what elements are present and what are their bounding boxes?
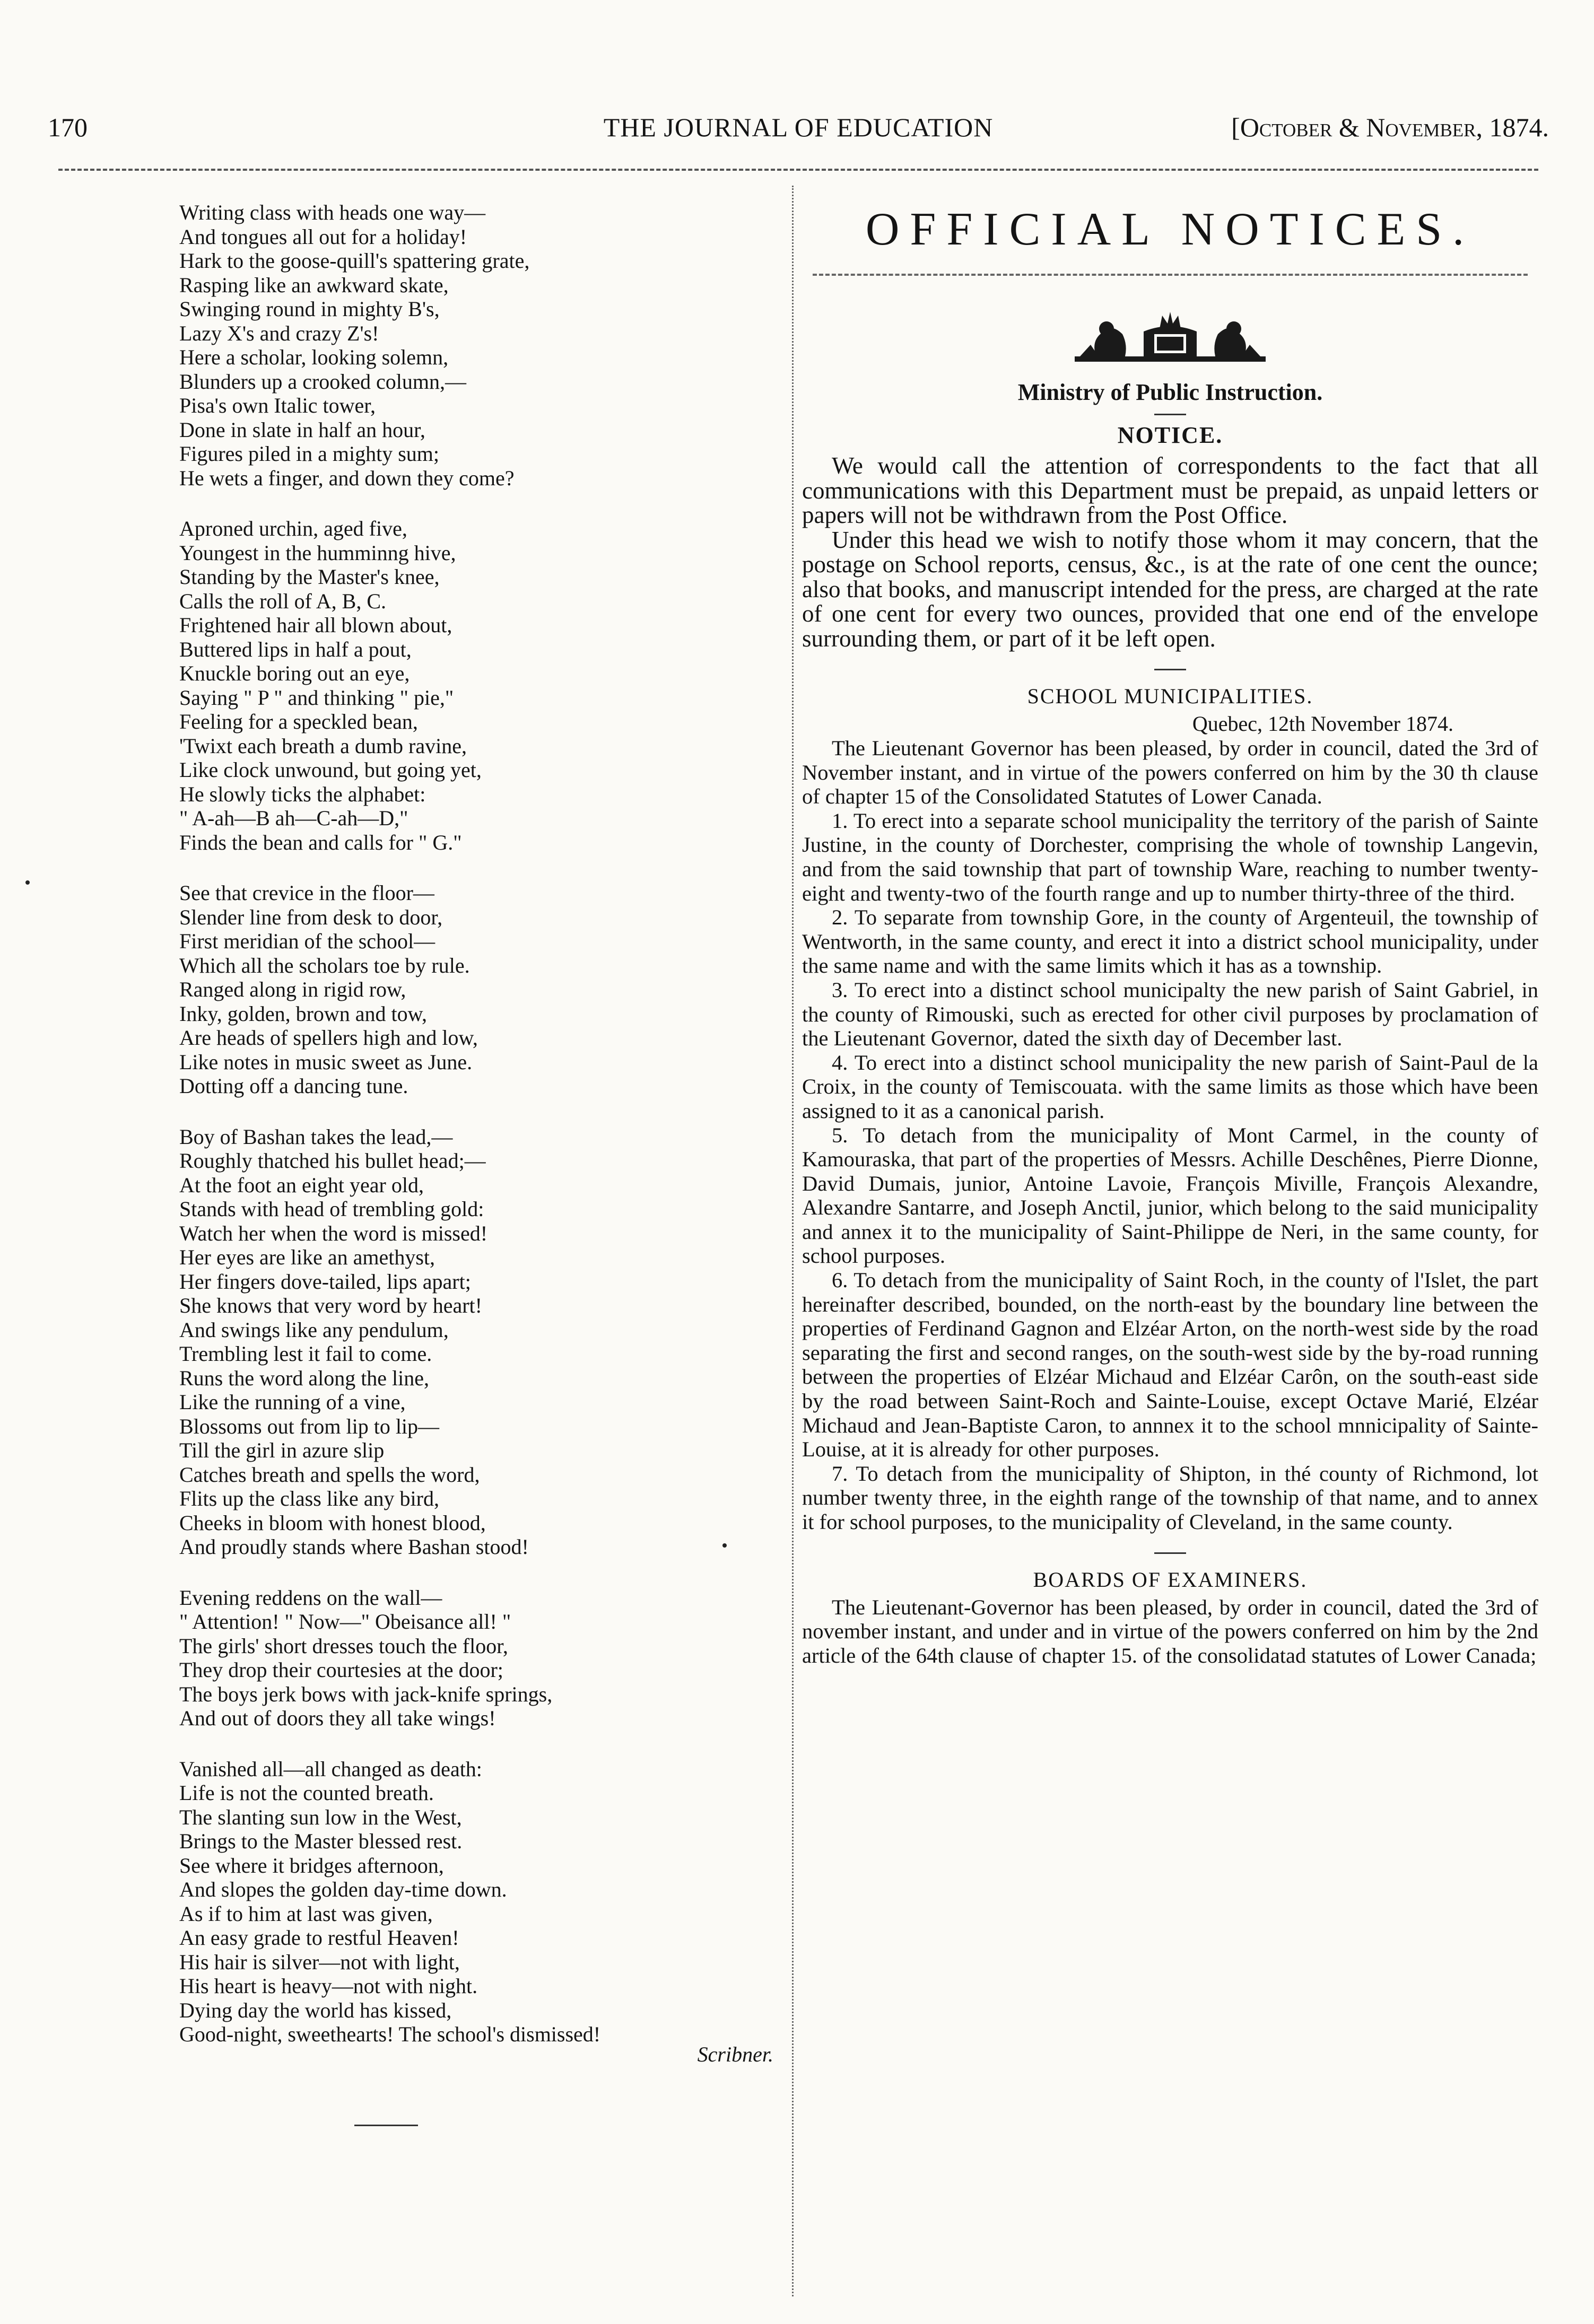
notice-heading: NOTICE. xyxy=(1117,422,1223,448)
municipality-paragraph: 4. To erect into a distinct school municipality the new parish of Saint-Paul de la Croix, in the county of Temiscouata. with the same limits as those which have been assigned to it as a canonical parish. xyxy=(802,1050,1538,1123)
municipality-paragraph: 6. To detach from the municipality of Saint Roch, in the county of l'Islet, the part hereinafter described, bounded, on the north-east by the boundary line between the properties of Ferdinand Gagnon and Elzéar Arton, on the north-west side by the road separating the first and second ranges, on the south-west side by the by-road running between the properties of Elzéar Michaud and Elzéar Carôn, on the south-east side by the road between Saint-Roch and Sainte-Louise, except Octave Marié, Elzéar Michaud and Jean-Baptiste Caron, to annnex it to the school mnnicipality of Sainte-Louise, at it is already for other purposes. xyxy=(802,1268,1538,1462)
poem-line: And out of doors they all take wings! xyxy=(179,1706,496,1730)
poem-line: An easy grade to restful Heaven! xyxy=(179,1926,459,1950)
poem-line: " A-ah—B ah—C-ah—D," xyxy=(179,806,408,830)
poem-line: Her eyes are like an amethyst, xyxy=(179,1245,435,1269)
poem-stanza xyxy=(179,1125,773,1559)
poem-line: Buttered lips in half a pout, xyxy=(179,637,412,661)
poem-line: Watch her when the word is missed! xyxy=(179,1221,488,1245)
poem-line: Like notes in music sweet as June. xyxy=(179,1050,473,1074)
poem-line: And tongues all out for a holiday! xyxy=(179,224,467,249)
column-divider xyxy=(792,186,794,2296)
poem-line: Brings to the Master blessed rest. xyxy=(179,1829,463,1853)
poem-line: As if to him at last was given, xyxy=(179,1901,433,1926)
dateline: Quebec, 12th November 1874. xyxy=(1192,712,1453,736)
poem-line: Slender line from desk to door, xyxy=(179,905,443,929)
poem-line: See where it bridges afternoon, xyxy=(179,1853,444,1877)
municipality-paragraph: 5. To detach from the municipality of Mont Carmel, in the county of Kamouraska, that part of the properties of Messrs. Achille Deschênes, Pierre Dionne, David Dumais, junior, Antoine Lavoie, François Miville, François Alexandre, Alexandre Santarre, and Joseph Anctil, junior, which belong to the said municipality and annex it to the municipality of Saint-Philippe de Neri, in the same county, for school purposes. xyxy=(802,1123,1538,1268)
journal-title: THE JOURNAL OF EDUCATION xyxy=(603,112,994,142)
print-speck xyxy=(25,880,30,885)
poem-line: His hair is silver—not with light, xyxy=(179,1950,460,1974)
poem-line: Boy of Bashan takes the lead,— xyxy=(179,1124,453,1149)
poem-stanza xyxy=(179,1757,773,2047)
poem-column xyxy=(179,200,773,2126)
poem-line: Vanished all—all changed as death: xyxy=(179,1757,482,1781)
poem-line: " Attention! " Now—" Obeisance all! " xyxy=(179,1610,511,1633)
poem-line: Evening reddens on the wall— xyxy=(179,1585,442,1610)
poem-line: Flits up the class like any bird, xyxy=(179,1487,439,1510)
municipality-paragraph: 3. To erect into a distinct school municipalty the new parish of Saint Gabriel, in the county of Rimouski, such as erected for other civil purposes by proclamation of the Lieutenant Governor, dated the sixth day of December last. xyxy=(802,977,1538,1051)
poem-line: Are heads of spellers high and low, xyxy=(179,1026,478,1050)
poem-line: Catches breath and spells the word, xyxy=(179,1462,480,1487)
poem-line: Frightened hair all blown about, xyxy=(179,613,452,637)
poem-stanza xyxy=(179,517,773,854)
poem-line: Good-night, sweethearts! The school's dismissed! xyxy=(179,2022,601,2046)
poem-line: His heart is heavy—not with night. xyxy=(179,1974,478,1998)
small-rule xyxy=(1154,414,1186,415)
official-notices-column xyxy=(802,200,1538,1667)
poem-line: See that crevice in the floor— xyxy=(179,881,434,905)
page-header xyxy=(48,106,1549,148)
section-rule xyxy=(1154,669,1186,670)
poem-line: He slowly ticks the alphabet: xyxy=(179,782,426,806)
poem-line: Aproned urchin, aged five, xyxy=(179,517,407,540)
poem-line: Stands with head of trembling gold: xyxy=(179,1197,484,1221)
poem-line: Dotting off a dancing tune. xyxy=(179,1074,408,1098)
poem-line: Figures piled in a mighty sum; xyxy=(179,442,439,466)
poem-line: Life is not the counted breath. xyxy=(179,1781,434,1805)
municipality-paragraph: The Lieutenant Governor has been pleased, by order in council, dated the 3rd of November instant, and in virtue of the powers conferred on him by the 30 th clause of chapter 15 of the Consolidated Statutes of Lower Canada. xyxy=(802,736,1538,809)
poem-line: And slopes the golden day-time down. xyxy=(179,1877,507,1901)
poem-line: Standing by the Master's knee, xyxy=(179,565,440,589)
poem-line: The girls' short dresses touch the floor, xyxy=(179,1633,508,1658)
poem-line: Here a scholar, looking solemn, xyxy=(179,345,449,369)
poem-line: Ranged along in rigid row, xyxy=(179,977,406,1001)
poem-line: Cheeks in bloom with honest blood, xyxy=(179,1510,486,1535)
poem-line: Like the running of a vine, xyxy=(179,1390,406,1414)
poem-stanza xyxy=(179,1586,773,1731)
header-rule xyxy=(58,169,1538,171)
poem-line: He wets a finger, and down they come? xyxy=(179,466,515,490)
poem-stanza xyxy=(179,200,773,490)
poem-line: Dying day the world has kissed, xyxy=(179,1998,452,2022)
poem-stanza xyxy=(179,881,773,1098)
poem-line: Lazy X's and crazy Z's! xyxy=(179,321,379,345)
poem-line: Rasping like an awkward skate, xyxy=(179,273,449,297)
notice-paragraph: Under this head we wish to notify those whom it may concern, that the postage on School reports, census, &c., is at the rate of one cent the ounce; also that books, and manuscript intended for the press, are charged at the rate of one cent for every two ounces, provided that one end of the envelope surrounding them, or part of it be left open. xyxy=(802,526,1538,652)
page-number: 170 xyxy=(48,112,88,142)
royal-coat-of-arms-icon xyxy=(1075,308,1266,366)
poem-line: At the foot an eight year old, xyxy=(179,1173,424,1197)
section-rule xyxy=(1154,1552,1186,1554)
poem-line: Knuckle boring out an eye, xyxy=(179,661,410,685)
poem-line: The boys jerk bows with jack-knife springs, xyxy=(179,1682,553,1706)
poem-line: Done in slate in half an hour, xyxy=(179,417,425,442)
poem-line: She knows that very word by heart! xyxy=(179,1294,482,1317)
poem-attribution: Scribner. xyxy=(697,2042,773,2066)
poem-line: First meridian of the school— xyxy=(179,929,435,953)
poem-line: Calls the roll of A, B, C. xyxy=(179,589,386,613)
poem-line: Like clock unwound, but going yet, xyxy=(179,758,482,782)
municipality-paragraph: 2. To separate from township Gore, in the county of Argenteuil, the township of Wentworth, in the same county, and erect it into a district school municipality, under the same name and with the same limits which it has as a township. xyxy=(802,905,1538,978)
poem-line: And proudly stands where Bashan stood! xyxy=(179,1535,529,1559)
poem-line: Finds the bean and calls for " G." xyxy=(179,830,462,854)
poem-line: The slanting sun low in the West, xyxy=(179,1805,462,1829)
notice-paragraph: We would call the attention of correspondents to the fact that all communications with this Department must be prepaid, as unpaid letters or papers will not be withdrawn from the Post Office. xyxy=(802,452,1538,528)
poem-line: 'Twixt each breath a dumb ravine, xyxy=(179,733,467,758)
poem-end-rule xyxy=(354,2125,418,2126)
poem-line: They drop their courtesies at the door; xyxy=(179,1658,503,1682)
examiners-paragraph: The Lieutenant-Governor has been pleased, by order in council, dated the 3rd of november instant, and under and in virtue of the powers conferred on him by the 2nd article of the 64th clause of chapter 15. of the consolidatad statutes of Lower Canada; xyxy=(802,1595,1538,1667)
poem-line: And swings like any pendulum, xyxy=(179,1317,449,1342)
poem-line: Till the girl in azure slip xyxy=(179,1438,385,1462)
school-municipalities-heading: SCHOOL MUNICIPALITIES. xyxy=(1027,684,1313,708)
poem-line: Inky, golden, brown and tow, xyxy=(179,1001,427,1026)
poem-line: Trembling lest it fail to come. xyxy=(179,1342,432,1366)
poem-line: Which all the scholars toe by rule. xyxy=(179,953,470,977)
poem-line: Feeling for a speckled bean, xyxy=(179,710,418,733)
poem-line: Blossoms out from lip to lip— xyxy=(179,1414,440,1438)
poem-line: Swinging round in mighty B's, xyxy=(179,297,440,321)
print-speck xyxy=(722,1543,727,1548)
ministry-heading: Ministry of Public Instruction. xyxy=(1017,379,1323,405)
poem-line: Writing class with heads one way— xyxy=(179,200,486,224)
poem-line: Saying " P " and thinking " pie," xyxy=(179,685,454,710)
section-title: OFFICIAL NOTICES. xyxy=(865,204,1475,255)
poem-line: Roughly thatched his bullet head;— xyxy=(179,1149,486,1173)
poem-line: Runs the word along the line, xyxy=(179,1366,430,1390)
municipality-paragraph: 1. To erect into a separate school municipality the territory of the parish of Sainte Justine, in the county of Dorchester, comprising the whole of township Langevin, and from the said township that part of township Ware, reaching to number twenty-eight and twenty-two of the fourth range and up to number thirty-three of the third. xyxy=(802,808,1538,905)
poem-line: Blunders up a crooked column,— xyxy=(179,369,466,394)
poem-line: Pisa's own Italic tower, xyxy=(179,394,376,417)
poem-line: Youngest in the humminng hive, xyxy=(179,540,456,565)
boards-of-examiners-heading: BOARDS OF EXAMINERS. xyxy=(1033,1567,1308,1592)
issue-date: [October & November, 1874. xyxy=(1231,112,1549,142)
title-rule xyxy=(813,274,1528,276)
poem-line: Her fingers dove-tailed, lips apart; xyxy=(179,1269,471,1294)
poem-line: Hark to the goose-quill's spattering grate, xyxy=(179,249,530,273)
municipality-paragraph: 7. To detach from the municipality of Shipton, in thé county of Richmond, lot number twenty three, in the eighth range of the township of that name, and to annex it for school purposes, to the municipality of Cleveland, in the same county. xyxy=(802,1461,1538,1534)
